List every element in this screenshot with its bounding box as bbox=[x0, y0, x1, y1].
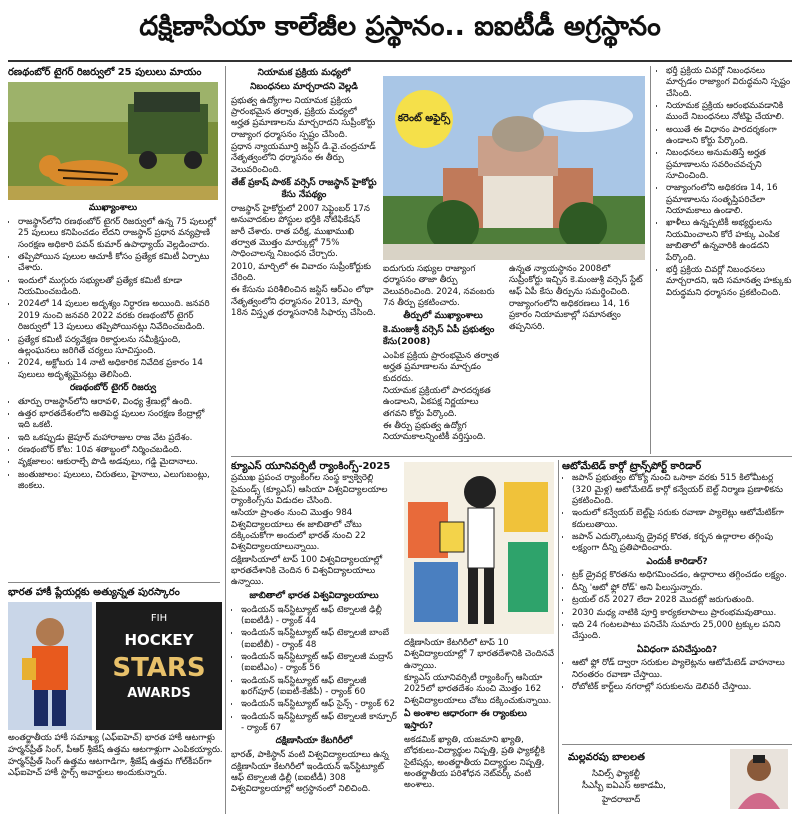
court-subhead-case: తేజ్ ప్రకాష్ పాఠక్ వర్సెస్ రాజస్థాన్ హైకోర్టు కేసు నేపథ్యం bbox=[231, 178, 377, 201]
list-item: • తూర్పు రాజస్థాన్‌లోని ఆరావళి, వింధ్య శ్రేణుల్లో ఉంది. bbox=[18, 397, 218, 408]
list-item: • నిబంధనలు అనుమతిస్తే అర్హత ప్రమాణాలను సవరించవచ్చని సూచించింది. bbox=[666, 148, 792, 182]
fih-stars-poster bbox=[96, 602, 222, 730]
qs-para: అకడమిక్ ఖ్యాతి, యజమాని ఖ్యాతి, బోధకులు-విద్యార్థుల నిష్పత్తి, ప్రతి ఫ్యాకల్టీకి సైటేషన్లు, అంతర్జాతీయ విద్యార్థుల నిష్పత్తి, అంతర్జాతీయ పరిశోధన నెట్‌వర్క్ వంటి అంశాలు. bbox=[404, 734, 545, 791]
tiger-subhead-main: ముఖ్యాంశాలు bbox=[88, 203, 138, 214]
headline-rule bbox=[8, 60, 792, 62]
court-points bbox=[656, 66, 792, 299]
qs-article-continued bbox=[404, 638, 554, 814]
list-item: • భర్తీ ప్రక్రియ చివర్లో నిబంధనలు మార్చరాదని, ఇది సమానత్వ హక్కుకు విరుద్ధమని ధర్మాసనం ప్రకటించింది. bbox=[666, 265, 792, 299]
cargo-article bbox=[562, 460, 792, 742]
cargo-title: ఆటోమేటెడ్ కార్గో ట్రాన్స్‌పోర్ట్ కారిడార్ bbox=[562, 461, 702, 472]
tiger-title: రణథంబోర్ టైగర్ రిజర్వులో 25 పులులు మాయం bbox=[8, 67, 202, 78]
list-item: • ఇండియన్ ఇన్‌స్టిట్యూట్ ఆఫ్ టెక్నాలజీ ఢిల్లీ (ఐఐటీడీ) - ర్యాంక్ 44 bbox=[241, 605, 397, 628]
court-para: ప్రధాన న్యాయమూర్తి జస్టిస్ డి.వై.చంద్రచూడ్ నేతృత్వంలోని ధర్మాసనం ఈ తీర్పు వెలువరించింది. bbox=[231, 142, 376, 175]
qs-title: క్యూఎస్ యూనివర్సిటీ ర్యాంకింగ్స్-2025 bbox=[231, 461, 391, 472]
qs-article bbox=[231, 460, 397, 814]
qs-para: ప్రముఖ ప్రపంచ ర్యాంకింగ్‌ల సంస్థ క్వాక్వెరెల్లి సైమండ్స్ (క్యూఎస్) ఆసియా విశ్వవిద్యాలయాల ర్యాంకింగ్స్‌ను విడుదల చేసింది. bbox=[231, 473, 388, 506]
list-item: • ఇండియన్ ఇన్‌స్టిట్యూట్ ఆఫ్ టెక్నాలజీ బాంబే (ఐఐటీబీ) - ర్యాంక్ 48 bbox=[241, 628, 397, 651]
poster-awards: AWARDS bbox=[127, 686, 191, 702]
list-item: • 2024లో 14 పులుల అదృశ్యం నిర్ధారణ అయింది. జనవరి 2019 నుంచి జనవరి 2022 వరకు రణథంబోర్ టైగర్ రిజర్వులో 13 పులులు తప్పిపోయినట్లు నివేదించబడింది. bbox=[18, 299, 218, 333]
cargo-subhead-how: ఏవిధంగా పనిచేస్తుంది? bbox=[636, 644, 718, 655]
qs-subhead-south-asia: దక్షిణాసియా కేటగిరీలో bbox=[275, 736, 353, 747]
list-item: • జపాన్ ప్రభుత్వం టోక్యో నుంచి ఒసాకా వరకు 515 కిలోమీటర్ల (320 మైళ్ల) ఆటోమేటెడ్ కార్గో కన్వేయర్ బెల్ట్ నిర్మాణ ప్రణాళికను ప్రకటించింది. bbox=[572, 473, 792, 507]
list-item: • ఇందులో ముగ్గురు సభ్యులతో ప్రత్యేక కమిటీ కూడా నియమించబడింది. bbox=[18, 276, 218, 299]
poster-fih: FIH bbox=[150, 613, 168, 625]
list-item: • ఇండియన్ ఇన్‌స్టిట్యూట్ ఆఫ్ టెక్నాలజీ మద్రాస్ (ఐఐటీఎం) - ర్యాంక్ 56 bbox=[241, 652, 397, 675]
court-article-col4 bbox=[656, 66, 792, 454]
list-item: • రాజ్యాంగంలోని అధికరణ 14, 16 ప్రమాణాలను సంతృప్తిపరిచేలా నియామకాలు ఉండాలి. bbox=[666, 183, 792, 217]
list-item: • ట్రయల్ రన్ 2027 లేదా 2028 మొదట్లో జరుగుతుంది. bbox=[572, 595, 792, 606]
court-para: 2010, మార్చిలో ఈ వివాదం సుప్రీంకోర్టుకు చేరింది. bbox=[231, 261, 372, 283]
author-role: సివిల్స్ ఫ్యాకల్టీ bbox=[592, 769, 640, 779]
rtr-subhead: రణథంబోర్ టైగర్ రిజర్వు bbox=[69, 382, 157, 393]
list-item: • అయితే ఈ విధానం పారదర్శకంగా ఉండాలని కోర్టు పేర్కొంది. bbox=[666, 125, 792, 148]
court-article-col3 bbox=[509, 264, 645, 452]
court-para: రాజస్థాన్ హైకోర్టులో 2007 సెప్టెంబర్ 17న అనువాదకుల పోస్టుల భర్తీకి నోటిఫికేషన్ జారీ చేశారు. రాత పరీక్ష, ముఖాముఖి తర్వాత మొత్తం మార్కుల్లో 75% సాధించాలన్న నిబంధన చేర్చారు. bbox=[231, 203, 370, 260]
qs-university-list bbox=[231, 605, 397, 735]
list-item: • వృక్షజాలం: ఆకురాల్చే పొడి అడవులు, గడ్డి మైదానాలు. bbox=[18, 457, 218, 468]
court-para: ఉన్నత న్యాయస్థానం 2008లో సుప్రీంకోర్టు ఇచ్చిన కె.మంజుశ్రీ వర్సెస్ స్టేట్ ఆఫ్ ఏపీ కేసు తీర్పును సమర్థించింది. bbox=[509, 264, 643, 297]
hockey-para: హర్మన్‌ప్రీత్ సింగ్ ఉత్తమ ఆటగాడిగా, శ్రీజేష్ ఉత్తమ గోల్‌కీపర్‌గా ఎఫ్ఐహెచ్ హాకీ స్టార్స్ అవార్డులు అందుకున్నారు. bbox=[8, 756, 212, 779]
list-item: • భర్తీ ప్రక్రియ చివర్లో నిబంధనలు మార్చడం రాజ్యాంగ విరుద్ధమని స్పష్టం చేసింది. bbox=[666, 66, 792, 100]
court-subhead-verdict: తీర్పులో ముఖ్యాంశాలు bbox=[403, 311, 483, 322]
court-article-col1 bbox=[231, 66, 377, 452]
tiger-article bbox=[8, 66, 218, 576]
court-para: ఈ తీర్పు ప్రభుత్వ ఉద్యోగ నియామకాలన్నింటికీ వర్తిస్తుంది. bbox=[383, 421, 486, 443]
court-case-name: కె.మంజుశ్రీ వర్సెస్ ఏపీ ప్రభుత్వం కేసు(2008) bbox=[383, 325, 495, 348]
qs-para: ఆసియా ప్రాంతం నుంచి మొత్తం 984 విశ్వవిద్యాలయాలు ఈ జాబితాలో చోటు దక్కించుకోగా అందులో భారత్ నుంచి 22 విశ్వవిద్యాలయాలున్నాయి. bbox=[231, 508, 366, 553]
qs-para: క్యూఎస్ యూనివర్సిటీ ర్యాంకింగ్స్ ఆసియా 2025లో భారతదేశం నుంచి మొత్తం 162 విశ్వవిద్యాలయాలు చోటు దక్కించుకున్నాయి. bbox=[404, 673, 552, 706]
divider bbox=[225, 66, 226, 814]
court-para: ప్రభుత్వ ఉద్యోగాల నియామక ప్రక్రియ ప్రారంభమైన తర్వాత, ప్రక్రియ మధ్యలో అర్హత ప్రమాణాలను మార్చరాదని సుప్రీంకోర్టు రాజ్యాంగ ధర్మాసనం స్పష్టం చేసింది. bbox=[231, 95, 376, 140]
cargo-why-points bbox=[562, 570, 792, 642]
hockey-para: అంతర్జాతీయ హాకీ సమాఖ్య (ఎఫ్ఐహెచ్) భారత హాకీ ఆటగాళ్లు హర్మన్‌ప్రీత్ సింగ్, పీఆర్ శ్రీజేష్ ఉత్తమ ఆటగాళ్లుగా ఎంపికయ్యారు. bbox=[8, 733, 223, 755]
students-illustration bbox=[404, 462, 554, 634]
author-name: మల్లవరపు బాలలత bbox=[568, 752, 645, 763]
list-item: • రణథంబోర్ కోట: 10వ శతాబ్దంలో నిర్మించబడింది. bbox=[18, 445, 218, 456]
list-item: • రోబోటిక్ కార్ట్‌లు నగరాల్లో సరుకులను డెలివరీ చేస్తాయి. bbox=[572, 682, 792, 693]
poster-hockey: HOCKEY bbox=[124, 631, 194, 650]
list-item: • ట్రక్ డ్రైవర్ల కొరతను అధిగమించడం, ఉద్గారాలు తగ్గించడం లక్ష్యం. bbox=[572, 570, 792, 581]
divider bbox=[231, 456, 792, 457]
divider bbox=[650, 66, 651, 454]
list-item: • ఉత్తర భారతదేశంలోని అతిపెద్ద పులుల సంరక్షణ కేంద్రాల్లో ఇది ఒకటి. bbox=[18, 409, 218, 432]
list-item: • తప్పిపోయిన పులుల ఆచూకీ కోసం ప్రత్యేక కమిటీ ఏర్పాటు చేశారు. bbox=[18, 252, 218, 275]
court-para: ఐదుగురు సభ్యుల రాజ్యాంగ ధర్మాసనం తాజా తీర్పు వెలువరించింది. 2024, నవంబరు 7న తీర్పు ప్రకటించారు. bbox=[383, 264, 495, 309]
current-affairs-badge: కరెంట్ అఫైర్స్ bbox=[395, 90, 453, 148]
hockey-title: భారత హాకీ ప్లేయర్లకు అత్యున్నత పురస్కారం bbox=[8, 587, 180, 598]
qs-para: భారత్, పాకిస్థాన్ వంటి విశ్వవిద్యాలయాలు ఉన్న దక్షిణాసియా కేటగిరీలో ఇండియన్ ఇన్‌స్టిట్యూట్ ఆఫ్ టెక్నాలజీ ఢిల్లీ (ఐఐటీడీ) 308 విశ్వవిద్యాలయాల్లో అగ్రస్థానంలో నిలిచింది. bbox=[231, 750, 389, 795]
divider bbox=[558, 460, 559, 814]
list-item: • ప్రత్యేక కమిటీ పర్యవేక్షణ రికార్డులను సమీక్షిస్తుంది, ఉల్లంఘనలు జరిగితే చర్యలు సూచిస్తుంది. bbox=[18, 335, 218, 358]
hockey-article bbox=[8, 586, 223, 814]
qs-subhead-criteria: ఏ అంశాల ఆధారంగా ఈ ర్యాంకులు ఇస్తారు? bbox=[404, 709, 527, 731]
author-byline bbox=[562, 744, 792, 811]
list-item: • ఆటో ఫ్లో రోడ్ ద్వారా సరుకుల ప్యాలెట్లను ఆటోమేటెడ్ వాహనాలు నిరంతరం రవాణా చేస్తాయి. bbox=[572, 658, 792, 681]
court-para: ఎంపిక ప్రక్రియ ప్రారంభమైన తర్వాత అర్హత ప్రమాణాలను మార్చడం కుదరదు. bbox=[383, 351, 500, 384]
court-title-1: నియామక ప్రక్రియ మధ్యలో bbox=[257, 68, 351, 78]
court-title-2: నిబంధనలు మార్చరాదని వెల్లడి bbox=[250, 81, 358, 92]
list-item: • నియామక ప్రక్రియ ఆరంభమవడానికి ముందే నిబంధనలు నోటిఫై చేయాలి. bbox=[666, 101, 792, 124]
cargo-points bbox=[562, 473, 792, 554]
author-org: సీఎస్బీ ఐఏఎస్ అకాడమీ, bbox=[582, 781, 666, 791]
list-item: • రాజస్థాన్‌లోని రణథంబోర్ టైగర్ రిజర్వులో ఉన్న 75 పులుల్లో 25 పులులు కనిపించడం లేదని రాజస్థాన్ ప్రధాన వన్యప్రాణి సంరక్షణ అధికారి పవన్ కుమార్ ఉపాధ్యాయ్ వెల్లడించారు. bbox=[18, 217, 218, 251]
qs-subhead-list: జాబితాలో భారత విశ్వవిద్యాలయాలు bbox=[249, 590, 379, 601]
court-para: ఈ కేసును పరిశీలించిన జస్టిస్ ఆర్ఎం లోథా నేతృత్వంలోని ధర్మాసనం 2013, మార్చి 18న విస్తృత ధర్మాసనానికి సిఫార్సు చేసింది. bbox=[231, 285, 376, 318]
qs-para: దక్షిణాసియాలో టాప్ 100 విశ్వవిద్యాలయాల్లో భారతదేశానికి చెందిన 6 విశ్వవిద్యాలయాలు ఉన్నాయి. bbox=[231, 554, 383, 588]
cargo-subhead-why: ఎందుకీ కారిడార్? bbox=[646, 556, 708, 567]
list-item: • దీన్ని 'ఆటో ఫ్లో రోడ్' అని పిలుస్తున్నారు. bbox=[572, 583, 792, 594]
list-item: • 2030 మధ్య నాటికి పూర్తి కార్యకలాపాలు ప్రారంభమవుతాయి. bbox=[572, 608, 792, 619]
list-item: • ఇండియన్ ఇన్‌స్టిట్యూట్ ఆఫ్ సైన్స్ - ర్యాంక్ 62 bbox=[241, 699, 397, 710]
list-item: • ఖాళీలు ఉన్నప్పటికీ అభ్యర్థులను నియమించాలని కోరే హక్కు ఎంపిక జాబితాలో ఉన్నవారికి ఉండదని పేర్కొంది. bbox=[666, 218, 792, 263]
supreme-court-photo bbox=[383, 76, 645, 260]
list-item: • జపాన్ ఎదుర్కొంటున్న డ్రైవర్ల కొరత, కర్బన ఉద్గారాల తగ్గింపు లక్ష్యంగా దీన్ని ప్రతిపాదించారు. bbox=[572, 532, 792, 555]
list-item: • ఇండియన్ ఇన్‌స్టిట్యూట్ ఆఫ్ టెక్నాలజీ కాన్పూర్ - ర్యాంక్ 67 bbox=[241, 712, 397, 735]
qs-para: దక్షిణాసియా కేటగిరీలో టాప్ 10 విశ్వవిద్యాలయాల్లో 7 భారతదేశానికి చెందినవే ఉన్నాయి. bbox=[404, 638, 554, 671]
tiger-safari-photo bbox=[8, 82, 218, 200]
divider bbox=[8, 582, 220, 583]
list-item: • 2024, అక్టోబరు 14 నాటి అధికారిక నివేదిక ప్రకారం 14 పులులు అదృశ్యమైనట్లు తెలిసింది. bbox=[18, 358, 218, 381]
tiger-bullets bbox=[8, 217, 218, 381]
court-para: రాజ్యాంగంలోని అధికరణలు 14, 16 ప్రకారం నియామకాల్లో సమానత్వం తప్పనిసరి. bbox=[509, 299, 630, 332]
author-photo bbox=[730, 749, 788, 809]
list-item: • ఇది ఒకప్పుడు జైపూర్ మహారాజుల రాజ వేట ప్రదేశం. bbox=[18, 433, 218, 444]
author-city: హైదరాబాద్ bbox=[602, 795, 641, 805]
rtr-facts bbox=[8, 397, 218, 493]
page-headline: దక్షిణాసియా కాలేజీల ప్రస్థానం.. ఐఐటీడీ అగ్రస్థానం bbox=[139, 11, 661, 42]
list-item: • ఇది 24 గంటలపాటు పనిచేసి సుమారు 25,000 ట్రక్కుల పనిని చేస్తుంది. bbox=[572, 620, 792, 643]
poster-stars: STARS bbox=[112, 653, 206, 684]
list-item: • ఇండియన్ ఇన్‌స్టిట్యూట్ ఆఫ్ టెక్నాలజీ ఖరగ్‌పూర్ (ఐఐటీ-కేజీపీ) - ర్యాంక్ 60 bbox=[241, 676, 397, 699]
court-article-col2 bbox=[383, 264, 503, 452]
court-para: నియామక ప్రక్రియలో పారదర్శకత ఉండాలని, ఏకపక్ష నిర్ణయాలు తగవని కోర్టు పేర్కొంది. bbox=[383, 386, 491, 419]
list-item: • ఇందులో కన్వేయర్ బెల్ట్‌పై సరుకు రవాణా ప్యాలెట్లు ఆటోమేటిక్‌గా కదులుతాయి. bbox=[572, 508, 792, 531]
hockey-images bbox=[8, 602, 223, 730]
cargo-how-points bbox=[562, 658, 792, 693]
list-item: • జంతుజాలం: పులులు, చిరుతలు, హైనాలు, ఎలుగుబంట్లు, జింకలు. bbox=[18, 470, 218, 493]
hockey-player-photo bbox=[8, 602, 92, 730]
